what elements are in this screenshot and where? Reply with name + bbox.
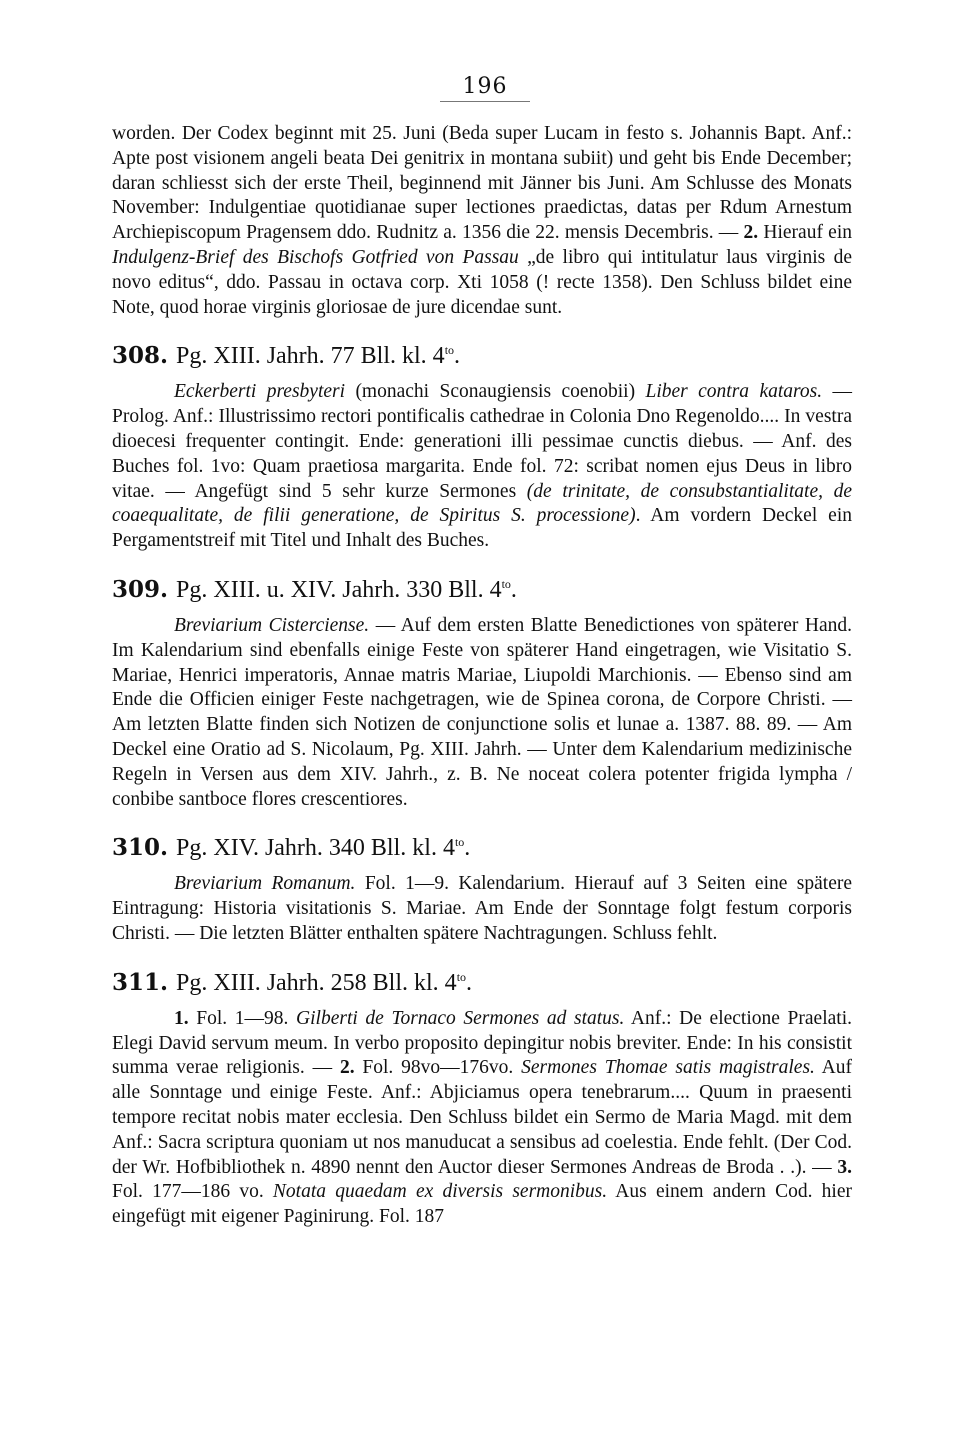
- entry-text: . Am vordern Deckel ein Pergamentstreif mit Titel und Inhalt des Buches.: [112, 505, 852, 552]
- intro-text-2: Hierauf ein: [758, 222, 852, 244]
- entry-body-310: [112, 872, 852, 946]
- entry-number: 309.: [112, 575, 169, 603]
- entry-heading-end: .: [464, 835, 471, 862]
- entry-text: Fol. 177—186 vo.: [112, 1181, 273, 1203]
- entry-heading-310: [112, 834, 852, 862]
- entry-italic: Sermones Thomae satis magistrales.: [521, 1057, 815, 1079]
- entry-text: — Auf dem ersten Blatte Benedictiones von späterer Hand. Im Kalendarium sind ebenfalls einige Feste von späterer Hand eingetragen, wie Visitatio S. Mariae, Henrici imperatoris, Annae matris Mariae, Liupoldi Marchionis. — Ebenso sind am Ende die Officien einiger Feste nachgetragen, wie de Spinea corona, de Corpore Christi. — Am letzten Blatte finden sich Notizen de conjunctione solis et lunae a. 1387. 88. 89. — Am Deckel eine Oratio ad S. Nicolaum, Pg. XIII. Jahrh. — Unter dem Kalendarium medizinische Regeln in Versen aus dem XIV. Jahrh., z. B. Ne noceat colera potenter frigida lympha / conbibe santboce flores crescentiores.: [112, 614, 853, 810]
- entry-heading-sup: to: [454, 835, 465, 850]
- entry-number: 311.: [112, 968, 169, 996]
- entry-body-309: [112, 614, 852, 812]
- entry-heading-end: .: [454, 343, 461, 370]
- entry-text: Aus einem andern Cod. hier eingefügt mit eigener Paginirung. Fol. 187: [112, 1181, 852, 1228]
- entry-heading-sup: to: [501, 576, 511, 591]
- entry-italic: Liber contra kataros.: [645, 381, 823, 403]
- page-number: 196: [440, 74, 530, 102]
- entry-text: Fol. 1—98.: [188, 1007, 297, 1029]
- entry-text: Fol. 98vo—176vo.: [354, 1057, 522, 1079]
- entry-text: Auf alle Sonntage und einige Feste. Anf.: Abjiciamus opera tenebrarum.... Quum in praesenti tempore recitat nobis mater ecclesia. Den Schluss bildet ein Sermo de Maria Magd. mit dem Anf.: Sacra scriptura quoniam ut nos manuducat a sensibus ad coelestia. Ende fehlt. (Der Cod. der Wr. Hofbibliothek n. 4890 nennt den Auctor dieser Sermones Andreas de Broda . .). —: [112, 1057, 853, 1178]
- entry-italic: Eckerberti presbyteri: [174, 381, 346, 403]
- intro-text-3: „de libro qui intitulatur laus virginis de novo editus“, ddo. Passau in octava corp. Xti 1058 (! recte 1358). Den Schluss bildet eine Note, quod horae virginis gloriosae de jure dicendae sunt.: [112, 246, 852, 318]
- body-text: [112, 122, 852, 1230]
- entry-text: (monachi Sconaugiensis coenobii): [345, 381, 646, 403]
- entry-heading-text: Pg. XIII. Jahrh. 77 Bll. kl. 4: [176, 343, 445, 370]
- entry-number: 308.: [112, 342, 169, 370]
- entry-italic: Notata quaedam ex diversis sermonibus.: [272, 1181, 608, 1203]
- entry-body-308: [112, 380, 852, 554]
- entry-italic: Gilberti de Tornaco Sermones ad status.: [296, 1007, 625, 1029]
- entry-number: 310.: [112, 834, 169, 862]
- entry-heading-text: Pg. XIII. u. XIV. Jahrh. 330 Bll. 4: [176, 576, 502, 603]
- entry-body-311: [112, 1007, 852, 1230]
- entry-heading-sup: to: [444, 343, 455, 358]
- entry-italic: (de trinitate, de consubstantialitate, de coaequalitate, de filii generatione, de Spiritus S. processione): [112, 480, 852, 527]
- entry-heading-308: [112, 342, 852, 370]
- entry-heading-end: .: [510, 576, 517, 603]
- intro-text-1: worden. Der Codex beginnt mit 25. Juni (Beda super Lucam in festo s. Johannis Bapt. Anf.: Apte post visionem angeli beata Dei genitrix in montana subiit) und geht bis Ende December; daran schliesst sich der erste Theil, beginnend mit Jänner bis Juni. Am Schlusse des Monats November: Indulgentiae quotidianae super lectiones praedictas, datas per Rdum Arnestum Archiepiscopum Pragensem ddo. Rudnitz a. 1356 die 22. mensis Decembris. —: [112, 123, 852, 244]
- intro-paragraph: [112, 122, 852, 320]
- intro-italic-title: Indulgenz-Brief des Bischofs Gotfried von Passau: [112, 246, 519, 268]
- entry-italic: Breviarium Romanum.: [174, 873, 356, 895]
- entry-item-number: 1.: [174, 1007, 189, 1029]
- entry-heading-311: [112, 969, 852, 997]
- entry-text: Fol. 1—9. Kalendarium. Hierauf auf 3 Seiten eine spätere Eintragung: Historia visitationis S. Mariae. Am Ende der Sonntage folgt festum corporis Christi. — Die letzten Blätter enthalten spätere Nachtragungen. Schluss fehlt.: [112, 873, 853, 944]
- entry-text: — Prolog. Anf.: Illustrissimo rectori pontificalis cathedrae in Colonia Dno Regenoldo.... In vestra dioecesi frequenter contingit. Ende: generationi illi pessimae cunctis diebus. — Anf. des Buches fol. 1vo: Quam praetiosa margarita. Ende fol. 72: scribat nomen ejus Deus in libro vitae. — Angefügt sind 5 sehr kurze Sermones: [112, 381, 853, 502]
- entry-heading-309: [112, 576, 852, 604]
- entry-text: Anf.: De electione Praelati. Elegi David servum meum. In verbo proposito depingitur nobis breviter. Ende: In his consistit summa verae religionis. —: [112, 1007, 852, 1079]
- intro-item-number: 2.: [743, 222, 759, 244]
- entry-italic: Breviarium Cisterciense.: [174, 614, 370, 636]
- entry-heading-text: Pg. XIII. Jahrh. 258 Bll. kl. 4: [176, 969, 457, 996]
- entry-item-number: 3.: [837, 1156, 852, 1178]
- entry-heading-sup: to: [456, 969, 467, 984]
- entry-item-number: 2.: [339, 1057, 355, 1079]
- entry-heading-text: Pg. XIV. Jahrh. 340 Bll. kl. 4: [176, 835, 455, 862]
- entry-heading-end: .: [466, 969, 473, 996]
